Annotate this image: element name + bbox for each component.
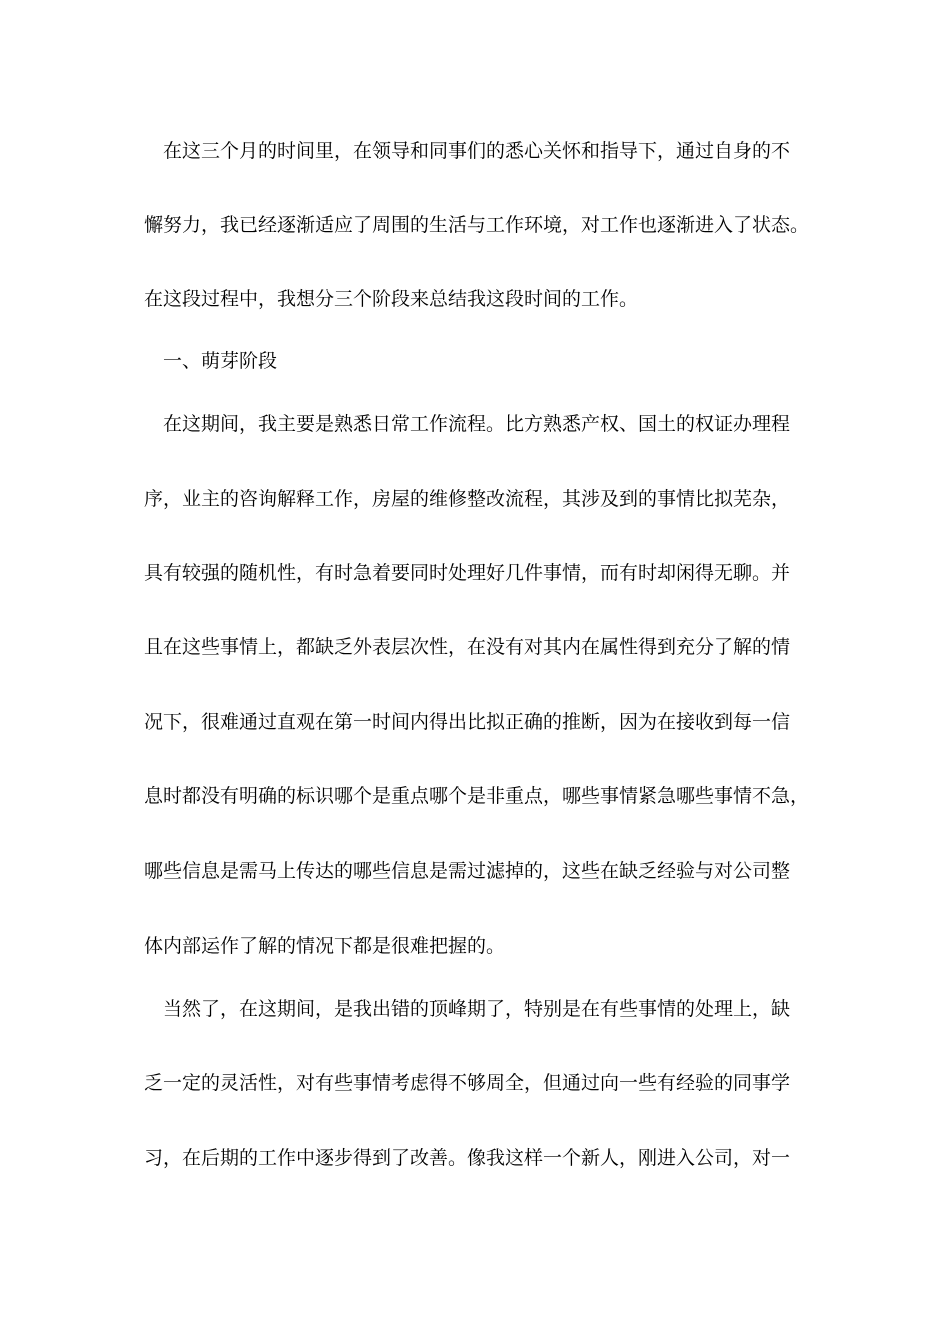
paragraph-2-line-5: 况下，很难通过直观在第一时间内得出比拟正确的推断，因为在接收到每一信 — [144, 711, 791, 733]
paragraph-2-line-8: 体内部运作了解的情况下都是很难把握的。 — [144, 935, 506, 957]
paragraph-2-line-3: 具有较强的随机性，有时急着要同时处理好几件事情，而有时却闲得无聊。并 — [144, 562, 791, 584]
paragraph-3-line-1: 当然了，在这期间，是我出错的顶峰期了，特别是在有些事情的处理上，缺 — [163, 998, 791, 1020]
paragraph-2-line-1: 在这期间，我主要是熟悉日常工作流程。比方熟悉产权、国土的权证办理程 — [163, 413, 791, 435]
paragraph-1-line-2: 懈努力，我已经逐渐适应了周围的生活与工作环境，对工作也逐渐进入了状态。 — [144, 214, 810, 236]
paragraph-2-line-6: 息时都没有明确的标识哪个是重点哪个是非重点，哪些事情紧急哪些事情不急， — [144, 785, 810, 807]
paragraph-1-line-3: 在这段过程中，我想分三个阶段来总结我这段时间的工作。 — [144, 288, 639, 310]
paragraph-2-line-7: 哪些信息是需马上传达的哪些信息是需过滤掉的，这些在缺乏经验与对公司整 — [144, 860, 791, 882]
paragraph-3-line-3: 习，在后期的工作中逐步得到了改善。像我这样一个新人，刚进入公司，对一 — [144, 1147, 791, 1169]
paragraph-3-line-2: 乏一定的灵活性，对有些事情考虑得不够周全，但通过向一些有经验的同事学 — [144, 1072, 791, 1094]
paragraph-2-line-4: 且在这些事情上，都缺乏外表层次性，在没有对其内在属性得到充分了解的情 — [144, 636, 791, 658]
paragraph-2-line-2: 序，业主的咨询解释工作，房屋的维修整改流程，其涉及到的事情比拟芜杂， — [144, 488, 791, 510]
section-heading: 一、萌芽阶段 — [163, 350, 278, 372]
paragraph-1-line-1: 在这三个月的时间里，在领导和同事们的悉心关怀和指导下，通过自身的不 — [163, 140, 791, 162]
